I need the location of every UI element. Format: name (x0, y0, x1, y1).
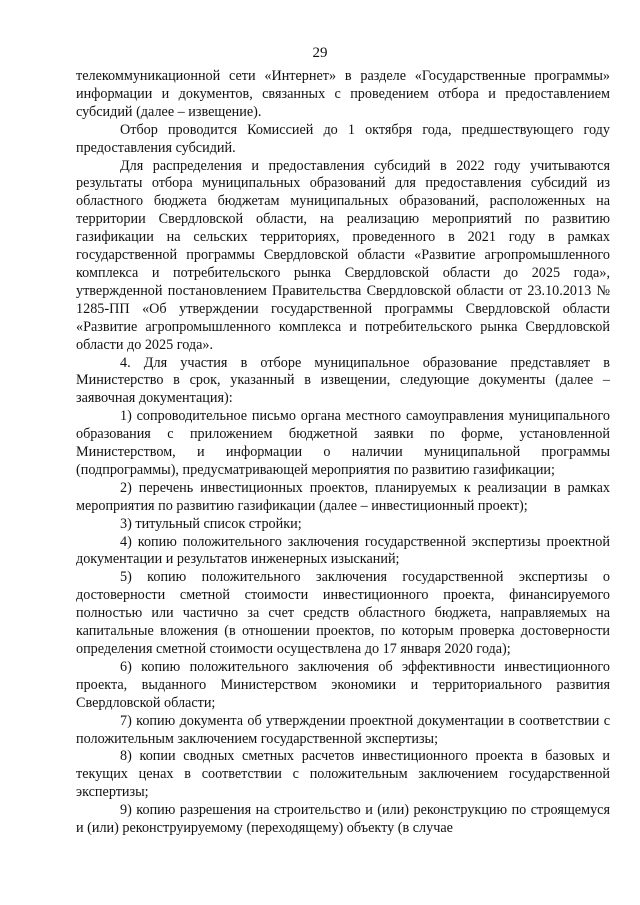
paragraph: 6) копию положительного заключения об эффективности инвестиционного проекта, выданного Министерством экономики и территориального развития Свердловской области; (76, 658, 610, 711)
document-body (76, 68, 610, 838)
paragraph: Отбор проводится Комиссией до 1 октября года, предшествующего году предоставления субсидий. (76, 121, 610, 156)
paragraph: 9) копию разрешения на строительство и (или) реконструкцию по строящемуся и (или) реконструируемому (переходящему) объекту (в случае (76, 802, 610, 837)
paragraph: 4. Для участия в отборе муниципальное образование представляет в Министерство в срок, указанный в извещении, следующие документы (далее – заявочная документация): (76, 354, 610, 407)
paragraph: Для распределения и предоставления субсидий в 2022 году учитываются результаты отбора муниципальных образований для предоставления субсидий из областного бюджета бюджетам муниципальных образований, расположенных на территории Свердловской области, на реализацию мероприятий по развитию газификации на сельских территориях, проведенного в 2021 году в рамках государственной программы Свердловской области «Развитие агропромышленного комплекса и потребительского рынка Свердловской области до 2025 года», утвержденной постановлением Правительства Свердловской области от 23.10.2013 № 1285-ПП «Об утверждении государственной программы Свердловской области «Развитие агропромышленного комплекса и потребительского рынка Свердловской области до 2025 года». (76, 157, 610, 353)
paragraph: телекоммуникационной сети «Интернет» в разделе «Государственные программы» информации и документов, связанных с проведением отбора и предоставлением субсидий (далее – извещение). (76, 68, 610, 120)
paragraph: 4) копию положительного заключения государственной экспертизы проектной документации и результатов инженерных изысканий; (76, 533, 610, 568)
paragraph: 3) титульный список стройки; (120, 515, 302, 532)
paragraph: 5) копию положительного заключения государственной экспертизы о достоверности сметной стоимости инвестиционного проекта, финансируемого полностью или частично за счет средств областного бюджета, направляемых на капитальные вложения (в отношении проектов, по которым проверка достоверности определения сметной стоимости осуществлена до 17 января 2020 года); (76, 569, 610, 657)
paragraph: 1) сопроводительное письмо органа местного самоуправления муниципального образования с приложением бюджетной заявки по форме, установленной Министерством, и информации о наличии муниципальной программы (подпрограммы), предусматривающей мероприятия по развитию газификации; (76, 408, 610, 478)
page-number: 29 (312, 45, 328, 61)
paragraph: 2) перечень инвестиционных проектов, планируемых к реализации в рамках мероприятия по развитию газификации (далее – инвестиционный проект); (76, 479, 610, 514)
paragraph: 8) копии сводных сметных расчетов инвестиционного проекта в базовых и текущих ценах в соответствии с положительным заключением государственной экспертизы; (76, 748, 610, 801)
paragraph: 7) копию документа об утверждении проектной документации в соответствии с положительным заключением государственной экспертизы; (76, 712, 610, 747)
